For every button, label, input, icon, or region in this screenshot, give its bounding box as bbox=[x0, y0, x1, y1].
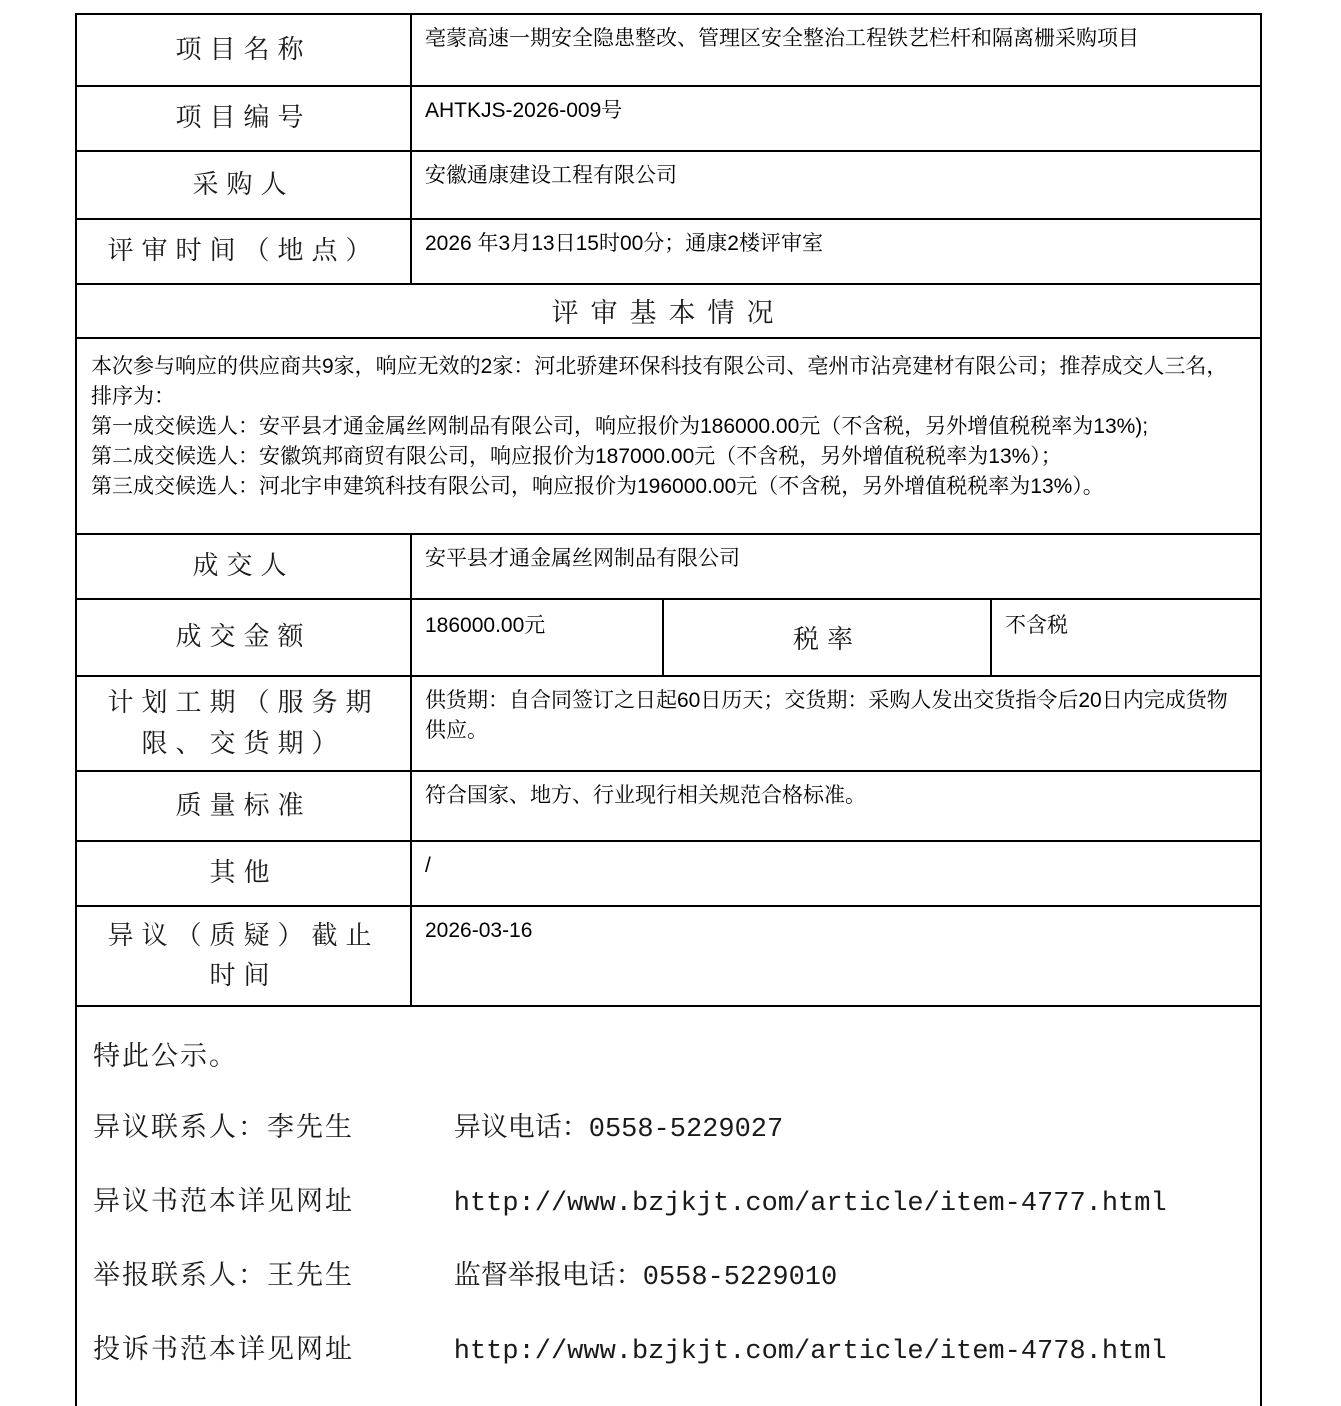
purchaser-value: 安徽通康建设工程有限公司 bbox=[425, 164, 677, 187]
delivery-label: 计划工期（服务期限、交货期） bbox=[77, 677, 412, 770]
project-name-label: 项目名称 bbox=[77, 15, 412, 85]
project-number-value: AHTKJS-2026-009号 bbox=[425, 99, 623, 122]
other-value: / bbox=[425, 854, 431, 877]
review-time-label: 评审时间（地点） bbox=[77, 220, 412, 283]
objection-deadline-row bbox=[77, 907, 1260, 1007]
delivery-row bbox=[77, 677, 1260, 772]
summary-intro: 本次参与响应的供应商共9家，响应无效的2家：河北骄建环保科技有限公司、亳州市沾亮建材有限公司；推荐成交人三名， bbox=[91, 354, 1228, 378]
report-phone: 监督举报电话：0558-5229010 bbox=[453, 1263, 838, 1293]
purchaser-row bbox=[77, 152, 1260, 220]
other-row bbox=[77, 842, 1260, 907]
objection-phone: 异议电话：0558-5229027 bbox=[453, 1115, 784, 1145]
tax-rate-label: 税率 bbox=[664, 600, 992, 675]
winner-label: 成交人 bbox=[77, 535, 412, 598]
objection-deadline-value: 2026-03-16 bbox=[425, 919, 533, 942]
procurement-announcement-table bbox=[75, 13, 1262, 1406]
report-contact-line bbox=[93, 1258, 1244, 1295]
review-summary bbox=[77, 339, 1260, 535]
quality-value: 符合国家、地方、行业现行相关规范合格标准。 bbox=[425, 784, 866, 807]
complaint-template-label: 投诉书范本详见网址 bbox=[93, 1334, 354, 1364]
review-time-value: 2026 年3月13日15时00分；通康2楼评审室 bbox=[425, 232, 823, 255]
public-notice-text: 特此公示。 bbox=[93, 1041, 238, 1071]
candidate-3: 第三成交候选人：河北宇申建筑科技有限公司，响应报价为196000.00元（不含税，另外增值税税率为13%）。 bbox=[91, 474, 1104, 498]
objection-deadline-label: 异议（质疑）截止时间 bbox=[77, 907, 412, 1005]
section-header-review-basics: 评审基本情况 bbox=[77, 285, 1260, 339]
winner-row bbox=[77, 535, 1260, 600]
candidate-2: 第二成交候选人：安徽筑邦商贸有限公司，响应报价为187000.00元（不含税，另外增值税税率为13%）； bbox=[91, 444, 1062, 468]
tax-rate-value: 不含税 bbox=[1005, 614, 1068, 637]
objection-contact-line bbox=[93, 1110, 1244, 1147]
project-name-value: 亳蒙高速一期安全隐患整改、管理区安全整治工程铁艺栏杆和隔离栅采购项目 bbox=[425, 27, 1139, 50]
objection-template-url: http://www.bzjkjt.com/article/item-4777.html bbox=[453, 1189, 1167, 1219]
quality-row bbox=[77, 772, 1260, 842]
winner-value: 安平县才通金属丝网制品有限公司 bbox=[425, 547, 740, 570]
complaint-template-line bbox=[93, 1332, 1244, 1369]
other-label: 其他 bbox=[77, 842, 412, 905]
delivery-value: 供货期：自合同签订之日起60日历天；交货期：采购人发出交货指令后20日内完成货物供应。 bbox=[425, 689, 1228, 742]
amount-row bbox=[77, 600, 1260, 677]
project-number-row bbox=[77, 87, 1260, 152]
quality-label: 质量标准 bbox=[77, 772, 412, 840]
complaint-template-url: http://www.bzjkjt.com/article/item-4778.html bbox=[453, 1337, 1167, 1367]
objection-contact-label: 异议联系人：李先生 bbox=[93, 1112, 354, 1142]
amount-value: 186000.00元 bbox=[412, 600, 664, 675]
objection-template-label: 异议书范本详见网址 bbox=[93, 1186, 354, 1216]
summary-intro-2: 排序为： bbox=[91, 384, 175, 408]
amount-label: 成交金额 bbox=[77, 600, 412, 675]
project-name-row bbox=[77, 15, 1260, 87]
review-time-row bbox=[77, 220, 1260, 285]
objection-template-line bbox=[93, 1184, 1244, 1221]
project-number-label: 项目编号 bbox=[77, 87, 412, 150]
footer-notice-block bbox=[77, 1007, 1260, 1406]
report-contact-label: 举报联系人：王先生 bbox=[93, 1260, 354, 1290]
purchaser-label: 采购人 bbox=[77, 152, 412, 218]
candidate-1: 第一成交候选人：安平县才通金属丝网制品有限公司，响应报价为186000.00元（不含税，另外增值税税率为13%); bbox=[91, 414, 1149, 438]
